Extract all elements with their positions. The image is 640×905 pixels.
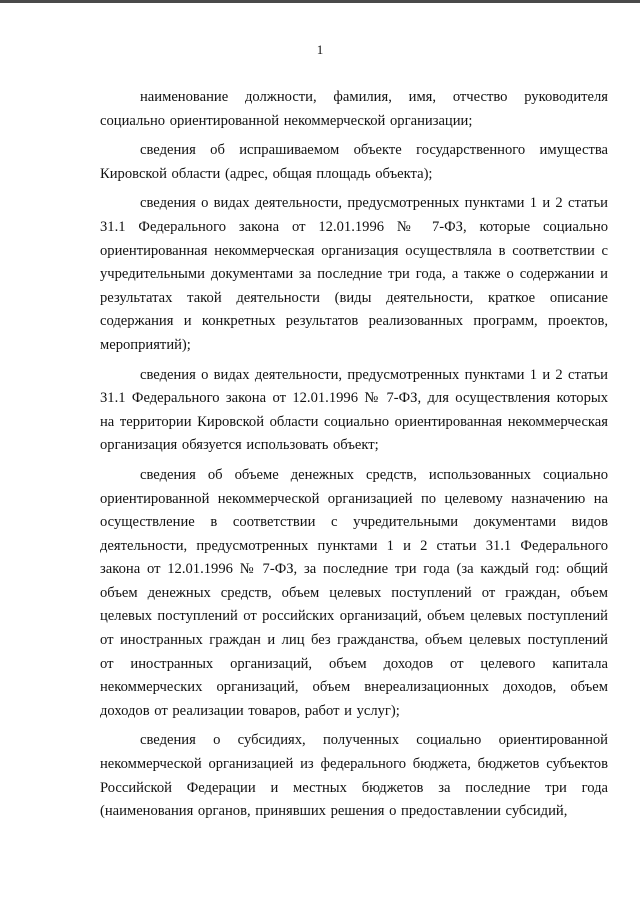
page-number: 1 (316, 42, 324, 57)
paragraph-planned-activities: сведения о видах деятельности, предусмотренных пунктами 1 и 2 статьи 31.1 Федерального закона от 12.01.1996 № 7-ФЗ, для осуществления которых на территории Кировской области социально ориентированная некоммерческая организация обязуется использовать объект; (100, 366, 608, 454)
top-border-line (0, 0, 640, 3)
paragraph-subsidies: сведения о субсидиях, полученных социально ориентированной некоммерческой организацией из федерального бюджета, бюджетов субъектов Российской Федерации и местных бюджетов за последние три года (наименования органов, принявших решения о предоставлении субсидий, (100, 732, 608, 820)
document-body (100, 86, 608, 830)
paragraph-funds-volume: сведения об объеме денежных средств, использованных социально ориентированной некоммерческой организацией по целевому назначению на осуществление в соответствии с учредительными документами видов деятельности, предусмотренных пунктами 1 и 2 статьи 31.1 Федерального закона от 12.01.1996 № 7-ФЗ, за последние три года (за каждый год: общий объем денежных средств, объем целевых поступлений от граждан, объем целевых поступлений от российских организаций, объем целевых поступлений от иностранных граждан и лиц без гражданства, объем целевых поступлений от иностранных организаций, объем доходов от целевого капитала некоммерческих организаций, объем внереализационных доходов, объем доходов от реализации товаров, работ и услуг); (100, 466, 608, 719)
paragraph-past-activities: сведения о видах деятельности, предусмотренных пунктами 1 и 2 статьи 31.1 Федерального закона от 12.01.1996 № 7-ФЗ, которые социально ориентированная некоммерческая организация осуществляла в соответствии с учредительными документами за последние три года, а также о содержании и результатах такой деятельности (виды деятельности, краткое описание содержания и конкретных результатов реализованных программ, проектов, мероприятий); (100, 195, 608, 353)
paragraph-property-info: сведения об испрашиваемом объекте государственного имущества Кировской области (адрес, общая площадь объекта); (100, 142, 608, 182)
paragraph-manager-info: наименование должности, фамилия, имя, отчество руководителя социально ориентированной некоммерческой организации; (100, 89, 608, 129)
